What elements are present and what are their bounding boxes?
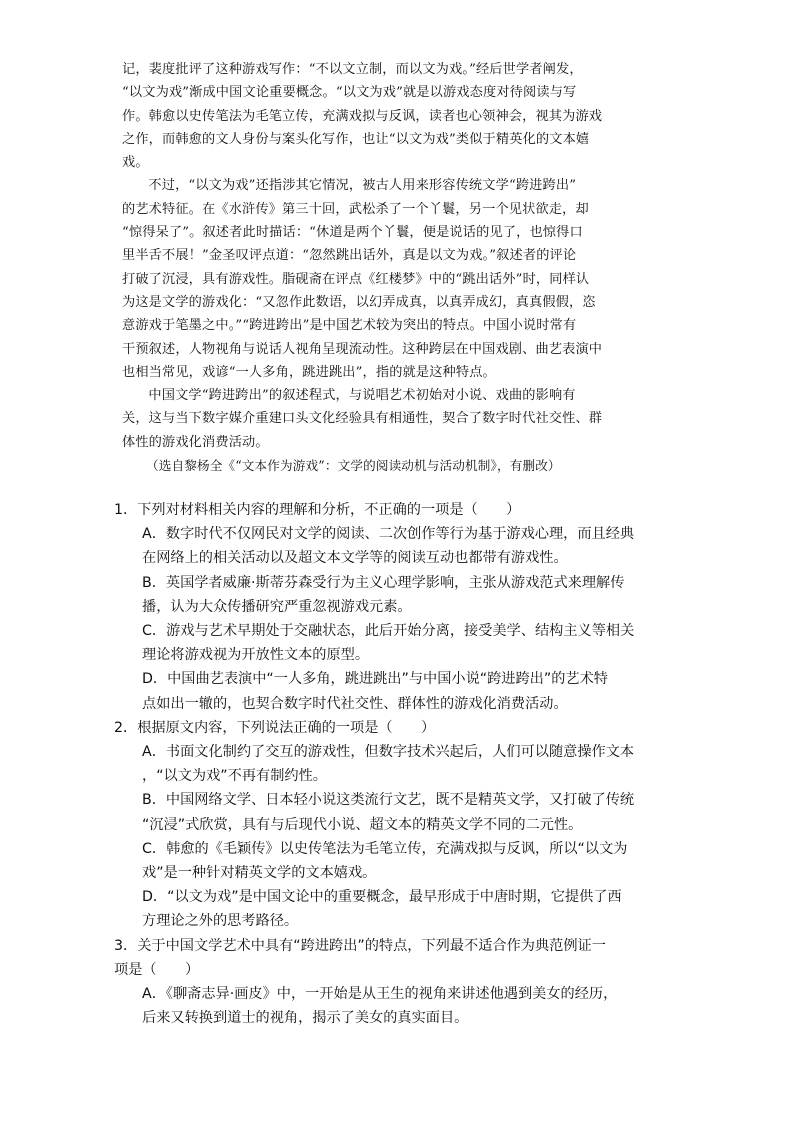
question-stem-line: 3．关于中国文学艺术中具有“跨进跨出”的特点，下列最不适合作为典范例证一 bbox=[114, 937, 606, 954]
passage-line: 干预叙述，人物视角与说话人视角呈现流动性。这种跨层在中国戏剧、曲艺表演中 bbox=[122, 341, 603, 357]
passage-line: 的艺术特征。在《水浒传》第三十回，武松杀了一个丫鬟，另一个见状欲走，却 bbox=[122, 201, 589, 217]
passage-line: 体性的游戏化消费活动。 bbox=[122, 434, 269, 450]
question-stem-line: 项是（ ） bbox=[114, 961, 200, 978]
question-1 bbox=[114, 498, 684, 716]
option-text: 在网络上的相关活动以及超文本文学等的阅读互动也都带有游戏性。 bbox=[142, 550, 568, 567]
question-stem: 1．下列对材料相关内容的理解和分析，不正确的一项是（ ） bbox=[114, 502, 521, 518]
question-list bbox=[114, 498, 684, 1030]
option-text: 方理论之外的思考路径。 bbox=[142, 913, 299, 930]
option-text: 播，认为大众传播研究严重忽视游戏元素。 bbox=[142, 598, 412, 615]
option-c[interactable] bbox=[114, 619, 684, 667]
option-text: 理论将游戏视为开放性文本的原型。 bbox=[142, 647, 370, 664]
passage-line: 关，这与当下数字媒介重建口头文化经验具有相通性，契合了数字时代社交性、群 bbox=[122, 411, 603, 427]
option-c[interactable] bbox=[114, 837, 684, 885]
option-text: “沉浸”式欣赏，具有与后现代小说、超文本的精英文学不同的二元性。 bbox=[142, 816, 583, 833]
option-text: C．游戏与艺术早期处于交融状态，此后开始分离，接受美学、结构主义等相关 bbox=[142, 623, 635, 640]
option-text: ，“以文为戏”不再有制约性。 bbox=[142, 768, 327, 785]
option-a[interactable] bbox=[114, 740, 684, 788]
passage-paragraph-1 bbox=[122, 58, 674, 174]
passage-line: 之作，而韩愈的文人身份与案头化写作，也让“以文为戏”类似于精英化的文本嬉 bbox=[122, 131, 590, 147]
question-stem bbox=[114, 934, 684, 982]
passage-line: 也相当常见，戏谚“一人多角，跳进跳出”，指的就是这种特点。 bbox=[122, 364, 496, 380]
passage-line: 里半舌不展！”金圣叹评点道：“忽然跳出话外，真是以文为戏。”叙述者的评论 bbox=[122, 248, 577, 264]
option-b[interactable] bbox=[114, 788, 684, 836]
passage-line: 记，裴度批评了这种游戏写作：“不以文立制，而以文为戏。”经后世学者阐发， bbox=[122, 62, 583, 77]
option-d[interactable] bbox=[114, 885, 684, 933]
reading-passage bbox=[122, 58, 674, 477]
question-2 bbox=[114, 716, 684, 934]
question-stem: 2．根据原文内容，下列说法正确的一项是（ ） bbox=[114, 719, 436, 736]
option-text: 点如出一辙的，也契合数字时代社交性、群体性的游戏化消费活动。 bbox=[142, 695, 568, 712]
passage-paragraph-2 bbox=[122, 174, 674, 384]
option-text: C．韩愈的《毛颖传》以史传笔法为毛笔立传，充满戏拟与反讽，所以“以文为 bbox=[142, 840, 628, 857]
passage-line: 意游戏于笔墨之中。”“跨进跨出”是中国艺术较为突出的特点。中国小说时常有 bbox=[122, 318, 577, 334]
passage-line: 不过，“以文为戏”还指涉其它情况，被古人用来形容传统文学“跨进跨出” bbox=[148, 178, 577, 194]
option-text: 后来又转换到道士的视角，揭示了美女的真实面目。 bbox=[142, 1010, 469, 1027]
passage-line: “惊得呆了”。叙述者此时描话：“休道是两个丫鬟，便是说话的见了，也惊得口 bbox=[122, 225, 583, 241]
passage-line: 为这是文学的游戏化：“又忽作此数语，以幻弄成真，以真弄成幻，真真假假，恣 bbox=[122, 294, 596, 310]
passage-line: “以文为戏”渐成中国文论重要概念。“以文为戏”就是以游戏态度对待阅读与写 bbox=[122, 85, 577, 101]
passage-line: 作。韩愈以史传笔法为毛笔立传，充满戏拟与反讽，读者也心领神会，视其为游戏 bbox=[122, 108, 603, 124]
option-a[interactable] bbox=[114, 522, 684, 570]
passage-line: 中国文学“跨进跨出”的叙述程式，与说唱艺术初始对小说、戏曲的影响有 bbox=[148, 388, 576, 404]
option-b[interactable] bbox=[114, 571, 684, 619]
option-d[interactable] bbox=[114, 667, 684, 715]
option-text: B．中国网络文学、日本轻小说这类流行文艺，既不是精英文学，又打破了传统 bbox=[142, 792, 635, 809]
passage-paragraph-3 bbox=[122, 384, 674, 454]
option-text: B．英国学者威廉·斯蒂芬森受行为主义心理学影响，主张从游戏范式来理解传 bbox=[142, 574, 625, 591]
option-text: A．数字时代不仅网民对文学的阅读、二次创作等行为基于游戏心理，而且经典 bbox=[142, 526, 635, 543]
option-text: A．书面文化制约了交互的游戏性，但数字技术兴起后，人们可以随意操作文本 bbox=[142, 744, 635, 761]
option-text: D．中国曲艺表演中“一人多角，跳进跳出”与中国小说“跨进跨出”的艺术特 bbox=[142, 671, 608, 688]
passage-line: 戏。 bbox=[122, 155, 149, 171]
option-a[interactable] bbox=[114, 982, 684, 1030]
passage-line: 打破了沉浸，具有游戏性。脂砚斋在评点《红楼梦》中的“跳出话外”时，同样认 bbox=[122, 271, 590, 287]
option-text: D．“以文为戏”是中国文论中的重要概念，最早形成于中唐时期，它提供了西 bbox=[142, 889, 622, 906]
option-text: 戏”是一种针对精英文学的文本嬉戏。 bbox=[142, 865, 377, 882]
passage-source: （选自黎杨全《“文本作为游戏”：文学的阅读动机与活动机制》，有删改） bbox=[146, 458, 561, 474]
question-3 bbox=[114, 934, 684, 1031]
option-text: A．《聊斋志异·画皮》中，一开始是从王生的视角来讲述他遇到美女的经历， bbox=[142, 986, 618, 1003]
